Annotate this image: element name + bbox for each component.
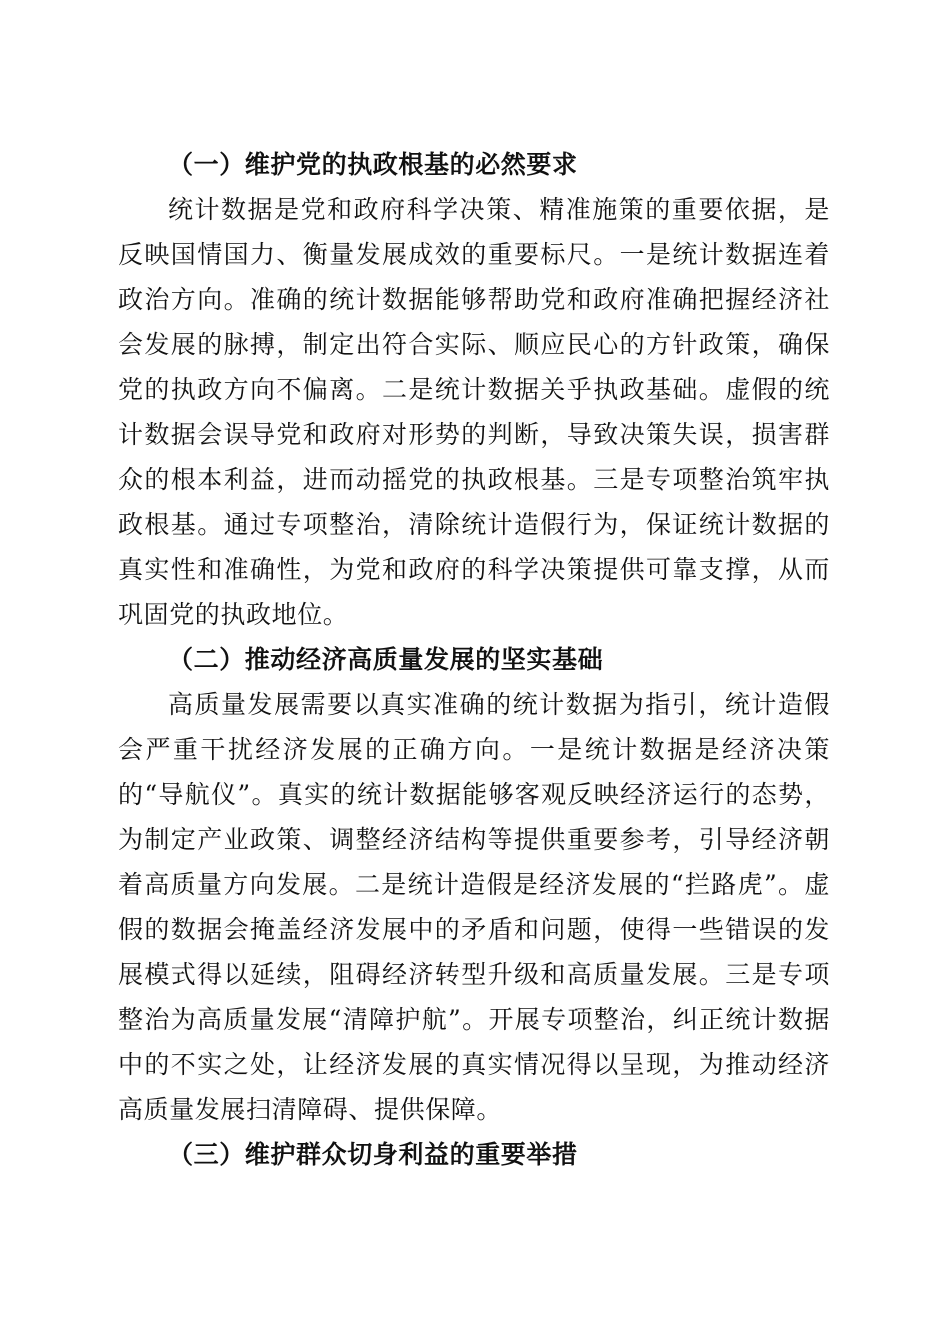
section-3-heading: （三）维护群众切身利益的重要举措 (168, 1140, 578, 1169)
section-2-heading: （二）推动经济高质量发展的坚实基础 (168, 645, 604, 674)
section-2-paragraph: 高质量发展需要以真实准确的统计数据为指引，统计造假会严重干扰经济发展的正确方向。一是统计数据是经济决策的“导航仪”。真实的统计数据能够客观反映经济运行的态势，为制定产业政策、调整经济结构等提供重要参考，引导经济朝着高质量方向发展。二是统计造假是经济发展的“拦路虎”。虚假的数据会掩盖经济发展中的矛盾和问题，使得一些错误的发展模式得以延续，阻碍经济转型升级和高质量发展。三是专项整治为高质量发展“清障护航”。开展专项整治，纠正统计数据中的不实之处，让经济发展的真实情况得以呈现，为推动经济高质量发展扫清障碍、提供保障。 (118, 690, 830, 1124)
document-body (118, 142, 830, 1177)
section-1-heading: （一）维护党的执政根基的必然要求 (168, 150, 578, 179)
section-1-paragraph: 统计数据是党和政府科学决策、精准施策的重要依据，是反映国情国力、衡量发展成效的重要标尺。一是统计数据连着政治方向。准确的统计数据能够帮助党和政府准确把握经济社会发展的脉搏，制定出符合实际、顺应民心的方针政策，确保党的执政方向不偏离。二是统计数据关乎执政基础。虚假的统计数据会误导党和政府对形势的判断，导致决策失误，损害群众的根本利益，进而动摇党的执政根基。三是专项整治筑牢执政根基。通过专项整治，清除统计造假行为，保证统计数据的真实性和准确性，为党和政府的科学决策提供可靠支撑，从而巩固党的执政地位。 (118, 195, 830, 629)
